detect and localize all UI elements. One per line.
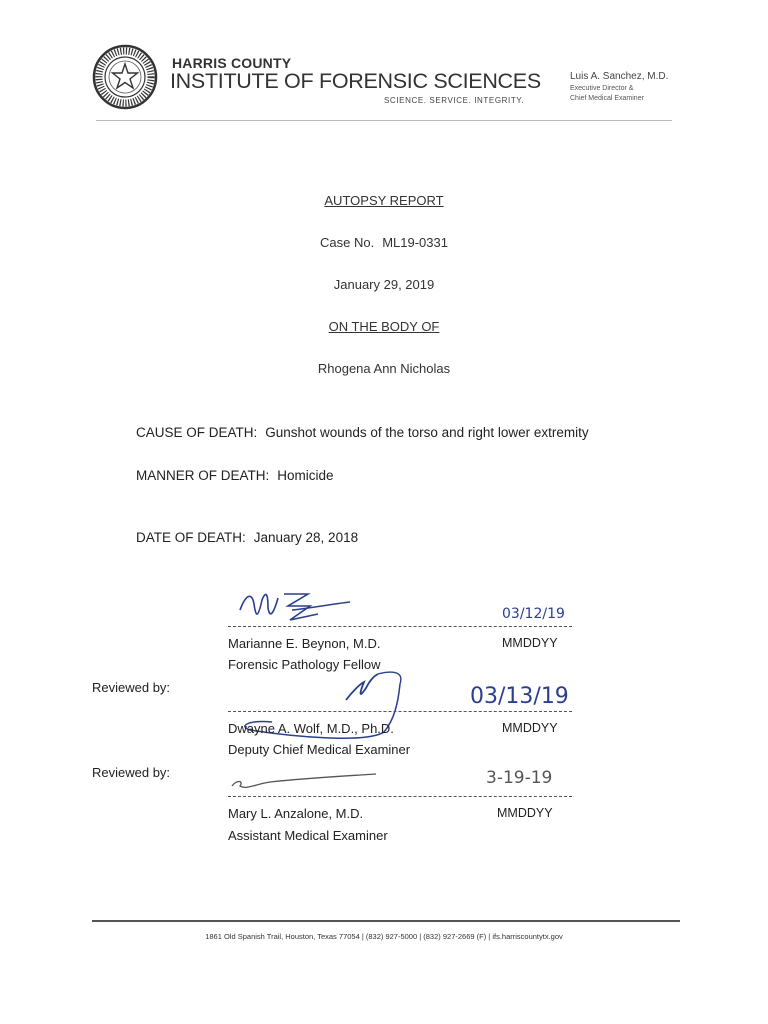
reviewed-by-label-2: Reviewed by: [92,765,171,780]
director-name: Luis A. Sanchez, M.D. [570,71,669,82]
manner-value: Homicide [277,468,334,483]
cause-of-death-line [136,425,589,440]
case-number-line [0,235,768,250]
date-format-1: MMDDYY [502,636,558,650]
institute-tagline: SCIENCE. SERVICE. INTEGRITY. [384,96,525,105]
director-title-line-2: Chief Medical Examiner [570,95,644,102]
signer-3-title: Assistant Medical Examiner [228,828,388,843]
case-number: ML19-0331 [382,235,448,250]
date-format-3: MMDDYY [497,806,553,820]
signer-2-title: Deputy Chief Medical Examiner [228,742,411,757]
signer-2-name: Dwayne A. Wolf, M.D., Ph.D. [228,721,394,736]
cause-value: Gunshot wounds of the torso and right lower extremity [265,425,589,440]
signer-3-name: Mary L. Anzalone, M.D. [228,806,364,821]
signature-beynon [232,588,362,628]
cause-label: CAUSE OF DEATH: [136,425,258,440]
county-seal-logo [92,44,158,110]
handwritten-date-1: 03/12/19 [502,606,565,622]
handwritten-date-2: 03/13/19 [470,684,569,709]
date-of-death-line [136,530,358,545]
on-the-body-of-heading: ON THE BODY OF [328,319,440,334]
signature-line-3 [228,796,572,797]
signer-1-name: Marianne E. Beynon, M.D. [228,636,381,651]
footer-address: 1861 Old Spanish Trail, Houston, Texas 77054 | (832) 927-5000 | (832) 927-2669 (F) | ifs.harriscountytx.gov [205,932,563,941]
case-label: Case No. [320,235,375,250]
manner-of-death-line [136,468,334,483]
handwritten-date-3: 3-19-19 [486,768,553,788]
dod-label: DATE OF DEATH: [136,530,246,545]
signature-line-1 [228,626,572,627]
header-divider [96,120,672,121]
institute-name: INSTITUTE OF FORENSIC SCIENCES [170,69,541,93]
signer-1-title: Forensic Pathology Fellow [228,657,381,672]
director-title-line-1: Executive Director & [570,85,634,92]
county-name: HARRIS COUNTY [172,55,292,71]
report-title: AUTOPSY REPORT [324,193,444,208]
signature-line-2 [228,711,572,712]
date-format-2: MMDDYY [502,721,558,735]
footer-divider [92,920,680,922]
reviewed-by-label-1: Reviewed by: [92,680,171,695]
dod-value: January 28, 2018 [253,530,359,545]
decedent-name: Rhogena Ann Nicholas [317,361,451,376]
report-date: January 29, 2019 [333,277,435,292]
signature-anzalone [226,770,386,794]
manner-label: MANNER OF DEATH: [136,468,270,483]
